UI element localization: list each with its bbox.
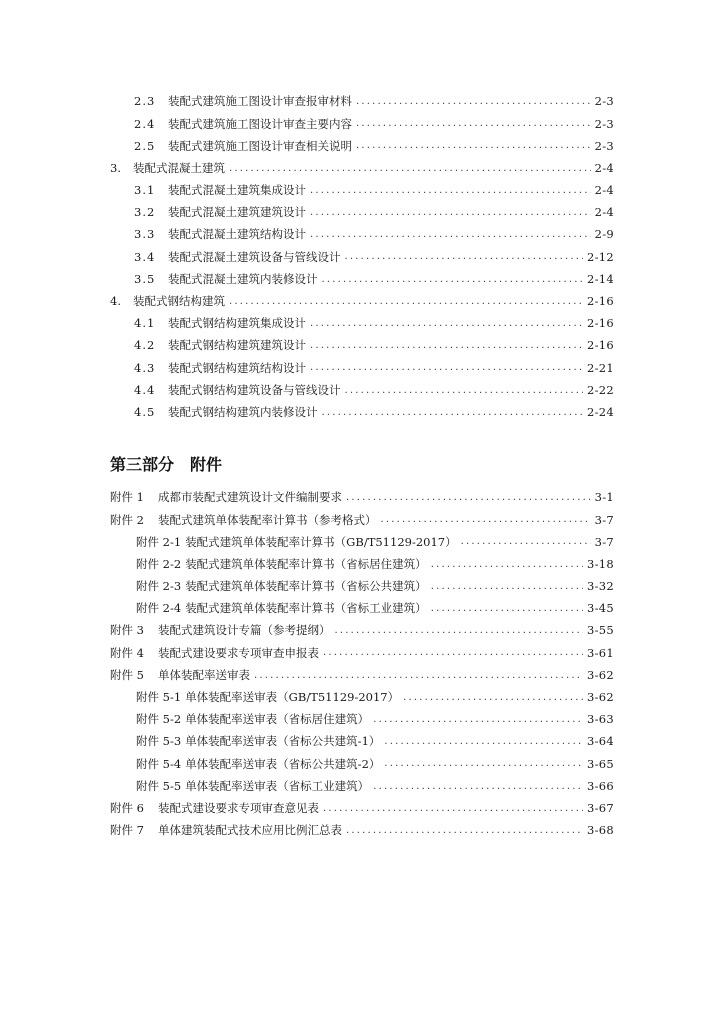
toc-entry-number: 附件 7: [110, 823, 144, 838]
toc-entry[interactable]: [0, 620, 724, 642]
toc-entry-page: 2-4: [594, 183, 614, 198]
toc-entry-title: 单体装配率送审表: [158, 667, 250, 682]
toc-entry[interactable]: [0, 820, 724, 842]
toc-entry[interactable]: [0, 598, 724, 620]
toc-entry-title: 装配式混凝土建筑设备与管线设计: [168, 249, 341, 264]
toc-entry-number: 2.5: [134, 138, 156, 153]
toc-entry-number: 4.3: [134, 360, 156, 375]
toc-entry[interactable]: [0, 335, 724, 357]
toc-entry-title: 装配式建筑单体装配率计算书（省标工业建筑）: [185, 601, 427, 616]
toc-entry-page: 2-12: [586, 249, 614, 264]
toc-entry-number: 附件 6: [110, 800, 144, 815]
toc-entry-page: 2-22: [586, 382, 614, 397]
toc-entry-number: 附件 5-3: [136, 734, 182, 749]
toc-entry[interactable]: [0, 180, 724, 202]
toc-entry-title: 单体装配率送审表（省标居住建筑）: [185, 712, 370, 727]
toc-entry-number: 附件 4: [110, 645, 144, 660]
toc-entry[interactable]: [0, 224, 724, 246]
toc-entry-page: 3-32: [586, 579, 614, 594]
toc-entry-title: 装配式建筑设计专篇（参考提纲）: [158, 623, 331, 638]
toc-dot-leader: [310, 340, 583, 352]
toc-entry-title: 装配式钢结构建筑集成设计: [168, 316, 306, 331]
toc-dot-leader: [461, 536, 591, 548]
toc-dot-leader: [431, 581, 583, 593]
toc-entry-page: 2-24: [586, 404, 614, 419]
toc-entry[interactable]: [0, 269, 724, 291]
toc-entry-title: 单体装配率送审表（省标公共建筑-2）: [185, 756, 381, 771]
toc-dot-leader: [346, 825, 583, 837]
toc-entry-page: 3-64: [586, 734, 614, 749]
toc-entry[interactable]: [0, 554, 724, 576]
toc-entry-title: 装配式建筑施工图设计审查主要内容: [168, 116, 352, 131]
toc-dot-leader: [346, 492, 591, 504]
toc-dot-leader: [431, 603, 583, 615]
toc-entry-number: 附件 2-1: [136, 534, 182, 549]
toc-entry-page: 3-62: [586, 667, 614, 682]
toc-entry[interactable]: [0, 291, 724, 313]
toc-entry[interactable]: [0, 775, 724, 797]
toc-entry-title: 成都市装配式建筑设计文件编制要求: [158, 490, 342, 505]
toc-entry-number: 2.4: [134, 116, 156, 131]
toc-entry[interactable]: [0, 709, 724, 731]
toc-dot-leader: [335, 625, 583, 637]
toc-dot-leader: [229, 296, 583, 308]
toc-entry-number: 附件 5-2: [136, 712, 182, 727]
toc-entry-title: 装配式混凝土建筑结构设计: [168, 227, 306, 242]
toc-entry-page: 2-21: [586, 360, 614, 375]
toc-section-part-two: [0, 91, 724, 424]
toc-entry-number: 附件 2-2: [136, 556, 182, 571]
toc-entry-number: 附件 5-5: [136, 778, 182, 793]
toc-entry[interactable]: [0, 798, 724, 820]
toc-entry-title: 单体装配率送审表（GB/T51129-2017）: [185, 690, 400, 705]
toc-entry[interactable]: [0, 91, 724, 113]
toc-entry-title: 装配式混凝土建筑集成设计: [168, 183, 306, 198]
toc-entry-title: 装配式混凝土建筑: [132, 160, 225, 175]
toc-entry-title: 装配式钢结构建筑: [132, 294, 225, 309]
toc-entry-page: 3-65: [586, 756, 614, 771]
toc-entry-title: 装配式钢结构建筑建筑设计: [168, 338, 306, 353]
toc-entry-number: 4.4: [134, 382, 156, 397]
toc-entry-number: 3.5: [134, 271, 156, 286]
toc-dot-leader: [323, 647, 583, 659]
toc-entry-page: 3-61: [586, 645, 614, 660]
toc-entry-page: 3-68: [586, 823, 614, 838]
toc-entry-page: 3-7: [594, 512, 614, 527]
toc-dot-leader: [373, 781, 583, 793]
toc-entry[interactable]: [0, 509, 724, 531]
toc-entry-number: 4.5: [134, 404, 156, 419]
toc-entry[interactable]: [0, 313, 724, 335]
toc-section-part-three: [0, 487, 724, 842]
toc-entry-page: 3-67: [586, 800, 614, 815]
toc-entry-number: 附件 5-1: [136, 690, 182, 705]
toc-entry-number: 附件 1: [110, 490, 144, 505]
toc-entry[interactable]: [0, 665, 724, 687]
toc-entry-page: 2-3: [594, 94, 614, 109]
toc-entry[interactable]: [0, 246, 724, 268]
toc-entry[interactable]: [0, 487, 724, 509]
toc-entry-title: 装配式建筑单体装配率计算书（参考格式）: [158, 512, 377, 527]
toc-entry[interactable]: [0, 576, 724, 598]
toc-entry-title: 装配式混凝土建筑建筑设计: [168, 205, 306, 220]
toc-entry[interactable]: [0, 687, 724, 709]
toc-dot-leader: [229, 163, 591, 175]
toc-entry-number: 附件 5-4: [136, 756, 182, 771]
toc-entry-page: 2-16: [586, 294, 614, 309]
toc-entry-title: 装配式混凝土建筑内装修设计: [168, 271, 318, 286]
toc-entry-page: 3-18: [586, 556, 614, 571]
toc-entry[interactable]: [0, 753, 724, 775]
toc-entry-number: 3.: [110, 160, 121, 175]
toc-entry-number: 附件 3: [110, 623, 144, 638]
toc-dot-leader: [322, 407, 583, 419]
toc-entry-page: 3-66: [586, 778, 614, 793]
toc-entry-number: 附件 2-3: [136, 579, 182, 594]
toc-dot-leader: [356, 118, 591, 130]
toc-entry[interactable]: [0, 113, 724, 135]
toc-entry-page: 3-45: [586, 601, 614, 616]
toc-entry[interactable]: [0, 642, 724, 664]
toc-entry-number: 3.2: [134, 205, 156, 220]
toc-dot-leader: [322, 274, 583, 286]
toc-entry-title: 装配式钢结构建筑结构设计: [168, 360, 306, 375]
toc-entry-page: 2-14: [586, 271, 614, 286]
toc-dot-leader: [356, 96, 591, 108]
toc-entry-page: 2-4: [594, 160, 614, 175]
toc-dot-leader: [356, 140, 591, 152]
toc-entry-title: 单体建筑装配式技术应用比例汇总表: [158, 823, 342, 838]
toc-entry-title: 装配式建筑施工图设计审查相关说明: [168, 138, 352, 153]
toc-dot-leader: [403, 692, 583, 704]
toc-entry-page: 2-3: [594, 116, 614, 131]
toc-dot-leader: [431, 559, 583, 571]
toc-entry-number: 附件 2-4: [136, 601, 182, 616]
toc-entry-page: 2-3: [594, 138, 614, 153]
toc-dot-leader: [254, 670, 583, 682]
toc-dot-leader: [310, 229, 591, 241]
toc-dot-leader: [381, 514, 591, 526]
toc-entry-number: 附件 5: [110, 667, 144, 682]
toc-entry-title: 装配式建设要求专项审查意见表: [158, 800, 319, 815]
toc-entry-page: 3-62: [586, 690, 614, 705]
toc-entry[interactable]: [0, 531, 724, 553]
toc-entry-number: 3.4: [134, 249, 156, 264]
toc-entry-number: 3.1: [134, 183, 156, 198]
toc-entry-page: 2-9: [594, 227, 614, 242]
toc-entry-page: 3-1: [594, 490, 614, 505]
toc-entry[interactable]: [0, 731, 724, 753]
toc-dot-leader: [345, 385, 583, 397]
toc-entry-page: 3-63: [586, 712, 614, 727]
toc-entry[interactable]: [0, 135, 724, 157]
toc-entry-page: 2-16: [586, 316, 614, 331]
toc-entry-number: 附件 2: [110, 512, 144, 527]
toc-dot-leader: [345, 251, 583, 263]
toc-dot-leader: [310, 185, 591, 197]
toc-entry-number: 4.1: [134, 316, 156, 331]
toc-dot-leader: [384, 736, 583, 748]
toc-entry-page: 3-7: [594, 534, 614, 549]
toc-entry-title: 装配式建筑施工图设计审查报审材料: [168, 94, 352, 109]
toc-entry-page: 2-16: [586, 338, 614, 353]
toc-dot-leader: [310, 207, 591, 219]
toc-dot-leader: [310, 362, 583, 374]
toc-entry[interactable]: [0, 357, 724, 379]
toc-dot-leader: [310, 318, 583, 330]
toc-entry[interactable]: [0, 158, 724, 180]
toc-entry[interactable]: [0, 379, 724, 401]
toc-entry-number: 4.2: [134, 338, 156, 353]
toc-entry-title: 单体装配率送审表（省标工业建筑）: [185, 778, 370, 793]
toc-entry-number: 4.: [110, 294, 121, 309]
toc-entry[interactable]: [0, 202, 724, 224]
toc-entry-title: 装配式建筑单体装配率计算书（省标居住建筑）: [185, 556, 427, 571]
toc-entry-title: 装配式钢结构建筑设备与管线设计: [168, 382, 341, 397]
toc-entry-number: 3.3: [134, 227, 156, 242]
toc-entry-title: 装配式建筑单体装配率计算书（GB/T51129-2017）: [185, 534, 457, 549]
toc-entry[interactable]: [0, 402, 724, 424]
toc-dot-leader: [323, 803, 583, 815]
toc-entry-number: 2.3: [134, 94, 156, 109]
part-three-heading: 第三部分 附件: [110, 455, 223, 474]
toc-entry-title: 单体装配率送审表（省标公共建筑-1）: [185, 734, 381, 749]
toc-dot-leader: [384, 758, 583, 770]
toc-dot-leader: [373, 714, 583, 726]
toc-entry-title: 装配式建设要求专项审查申报表: [158, 645, 319, 660]
toc-entry-page: 3-55: [586, 623, 614, 638]
toc-entry-title: 装配式建筑单体装配率计算书（省标公共建筑）: [185, 579, 427, 594]
toc-entry-page: 2-4: [594, 205, 614, 220]
toc-entry-title: 装配式钢结构建筑内装修设计: [168, 404, 318, 419]
